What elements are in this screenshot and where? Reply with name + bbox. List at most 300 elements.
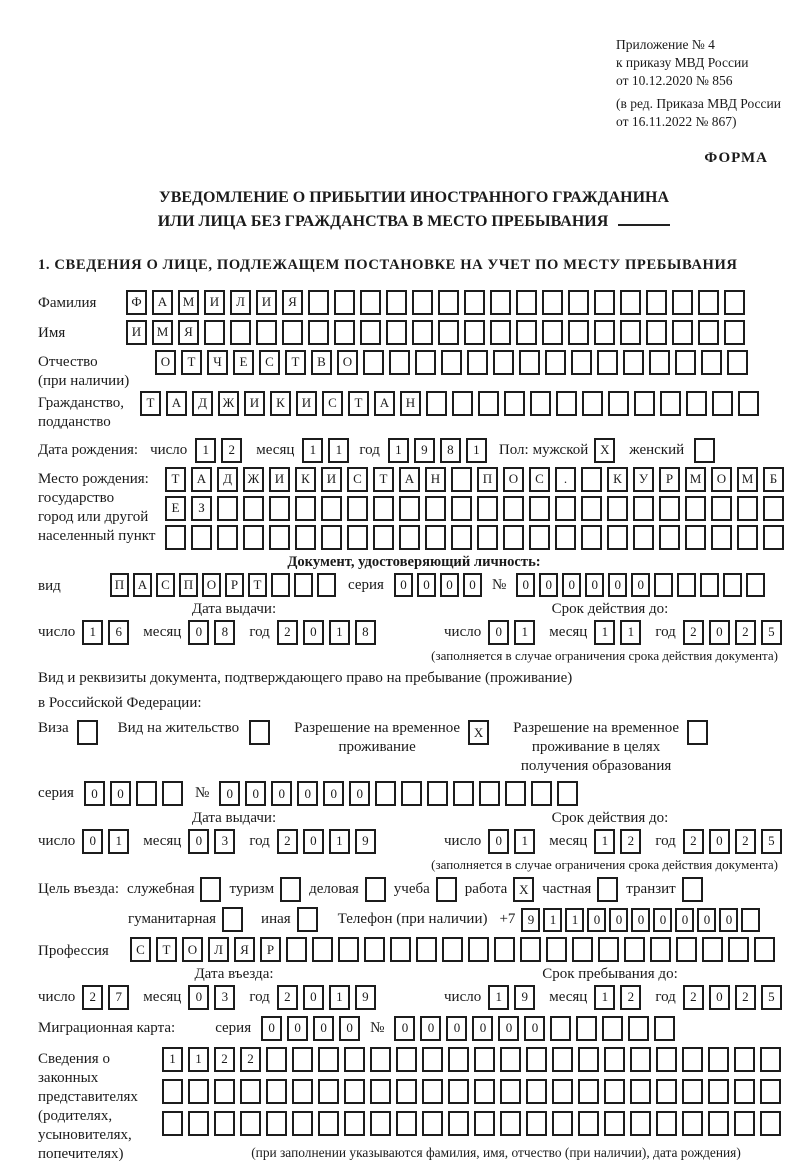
char-cell[interactable] xyxy=(519,350,540,375)
entry-day-cells[interactable] xyxy=(82,985,129,1010)
char-cell[interactable] xyxy=(249,720,270,745)
char-cell[interactable]: 5 xyxy=(761,620,782,645)
char-cell[interactable] xyxy=(373,496,394,521)
char-cell[interactable]: 3 xyxy=(214,985,235,1010)
char-cell[interactable] xyxy=(545,350,566,375)
char-cell[interactable] xyxy=(292,1079,313,1104)
char-cell[interactable] xyxy=(416,937,437,962)
char-cell[interactable] xyxy=(308,290,329,315)
char-cell[interactable]: 2 xyxy=(277,829,298,854)
char-cell[interactable] xyxy=(555,525,576,550)
char-cell[interactable] xyxy=(500,1047,521,1072)
char-cell[interactable]: 0 xyxy=(82,829,103,854)
char-cell[interactable]: Т xyxy=(181,350,202,375)
char-cell[interactable] xyxy=(604,1111,625,1136)
char-cell[interactable] xyxy=(370,1111,391,1136)
char-cell[interactable] xyxy=(468,937,489,962)
char-cell[interactable]: 5 xyxy=(761,985,782,1010)
char-cell[interactable] xyxy=(694,438,715,463)
char-cell[interactable] xyxy=(77,720,98,745)
char-cell[interactable] xyxy=(295,496,316,521)
char-cell[interactable]: 1 xyxy=(594,829,615,854)
char-cell[interactable]: 0 xyxy=(719,908,738,932)
char-cell[interactable]: 0 xyxy=(609,908,628,932)
char-cell[interactable]: 0 xyxy=(339,1016,360,1041)
char-cell[interactable]: 1 xyxy=(162,1047,183,1072)
doc-number-cells[interactable] xyxy=(516,573,765,597)
char-cell[interactable] xyxy=(594,320,615,345)
purpose-transit-checkbox[interactable] xyxy=(682,877,703,902)
char-cell[interactable] xyxy=(760,1079,781,1104)
char-cell[interactable]: 0 xyxy=(84,781,105,806)
char-cell[interactable]: 0 xyxy=(631,573,650,597)
char-cell[interactable] xyxy=(422,1079,443,1104)
char-cell[interactable] xyxy=(550,1016,571,1041)
char-cell[interactable]: М xyxy=(737,467,758,492)
permit-issue-day-cells[interactable] xyxy=(82,829,129,854)
char-cell[interactable]: Т xyxy=(156,937,177,962)
char-cell[interactable] xyxy=(608,391,629,416)
char-cell[interactable]: Ф xyxy=(126,290,147,315)
birth-place-row1-cells[interactable] xyxy=(165,467,790,492)
char-cell[interactable] xyxy=(240,1111,261,1136)
char-cell[interactable] xyxy=(308,320,329,345)
char-cell[interactable] xyxy=(708,1111,729,1136)
char-cell[interactable] xyxy=(659,496,680,521)
char-cell[interactable] xyxy=(399,496,420,521)
char-cell[interactable] xyxy=(217,496,238,521)
char-cell[interactable]: С xyxy=(259,350,280,375)
char-cell[interactable] xyxy=(389,350,410,375)
char-cell[interactable]: К xyxy=(295,467,316,492)
char-cell[interactable]: 1 xyxy=(108,829,129,854)
char-cell[interactable] xyxy=(266,1047,287,1072)
char-cell[interactable] xyxy=(630,1111,651,1136)
char-cell[interactable]: С xyxy=(156,573,175,597)
char-cell[interactable]: Е xyxy=(165,496,186,521)
sex-female-checkbox[interactable] xyxy=(694,438,715,463)
char-cell[interactable] xyxy=(243,496,264,521)
char-cell[interactable] xyxy=(526,1079,547,1104)
char-cell[interactable] xyxy=(650,937,671,962)
char-cell[interactable] xyxy=(500,1079,521,1104)
char-cell[interactable]: 0 xyxy=(516,573,535,597)
char-cell[interactable] xyxy=(474,1079,495,1104)
char-cell[interactable] xyxy=(630,1079,651,1104)
char-cell[interactable] xyxy=(360,320,381,345)
char-cell[interactable]: А xyxy=(191,467,212,492)
char-cell[interactable]: С xyxy=(322,391,343,416)
char-cell[interactable] xyxy=(660,391,681,416)
char-cell[interactable] xyxy=(724,290,745,315)
char-cell[interactable] xyxy=(191,525,212,550)
char-cell[interactable] xyxy=(286,937,307,962)
char-cell[interactable]: У xyxy=(633,467,654,492)
birth-year-cells[interactable] xyxy=(388,438,487,463)
char-cell[interactable]: 3 xyxy=(214,829,235,854)
char-cell[interactable] xyxy=(516,290,537,315)
char-cell[interactable] xyxy=(741,908,760,932)
char-cell[interactable] xyxy=(685,525,706,550)
char-cell[interactable] xyxy=(516,320,537,345)
char-cell[interactable] xyxy=(582,391,603,416)
char-cell[interactable] xyxy=(452,391,473,416)
char-cell[interactable]: А xyxy=(133,573,152,597)
char-cell[interactable] xyxy=(737,525,758,550)
permit-valid-year-cells[interactable] xyxy=(683,829,782,854)
representatives-row1-cells[interactable] xyxy=(162,1047,790,1072)
char-cell[interactable]: 0 xyxy=(587,908,606,932)
char-cell[interactable] xyxy=(490,290,511,315)
char-cell[interactable]: 1 xyxy=(594,985,615,1010)
purpose-tourism-checkbox[interactable] xyxy=(280,877,301,902)
char-cell[interactable] xyxy=(271,573,290,597)
char-cell[interactable] xyxy=(412,320,433,345)
char-cell[interactable] xyxy=(571,350,592,375)
char-cell[interactable]: 5 xyxy=(761,829,782,854)
char-cell[interactable] xyxy=(477,525,498,550)
citizenship-cells[interactable] xyxy=(140,391,759,416)
char-cell[interactable] xyxy=(222,907,243,932)
char-cell[interactable]: 2 xyxy=(214,1047,235,1072)
char-cell[interactable] xyxy=(318,1047,339,1072)
char-cell[interactable] xyxy=(318,1079,339,1104)
char-cell[interactable]: И xyxy=(296,391,317,416)
char-cell[interactable]: 2 xyxy=(735,829,756,854)
char-cell[interactable]: О xyxy=(503,467,524,492)
identity-valid-day-cells[interactable] xyxy=(488,620,535,645)
char-cell[interactable] xyxy=(712,391,733,416)
char-cell[interactable] xyxy=(373,525,394,550)
identity-valid-year-cells[interactable] xyxy=(683,620,782,645)
char-cell[interactable] xyxy=(240,1079,261,1104)
char-cell[interactable]: Ж xyxy=(243,467,264,492)
char-cell[interactable] xyxy=(386,320,407,345)
char-cell[interactable]: 2 xyxy=(683,620,704,645)
char-cell[interactable] xyxy=(464,320,485,345)
char-cell[interactable] xyxy=(529,525,550,550)
blank-underline[interactable] xyxy=(618,210,670,226)
char-cell[interactable] xyxy=(474,1111,495,1136)
char-cell[interactable]: 1 xyxy=(594,620,615,645)
char-cell[interactable]: 0 xyxy=(697,908,716,932)
char-cell[interactable] xyxy=(399,525,420,550)
char-cell[interactable]: 0 xyxy=(488,620,509,645)
char-cell[interactable]: 2 xyxy=(277,985,298,1010)
birth-month-cells[interactable] xyxy=(302,438,349,463)
char-cell[interactable]: А xyxy=(374,391,395,416)
char-cell[interactable]: А xyxy=(152,290,173,315)
char-cell[interactable] xyxy=(422,1111,443,1136)
char-cell[interactable]: 0 xyxy=(271,781,292,806)
char-cell[interactable] xyxy=(370,1079,391,1104)
char-cell[interactable] xyxy=(334,290,355,315)
char-cell[interactable]: 1 xyxy=(620,620,641,645)
char-cell[interactable] xyxy=(557,781,578,806)
char-cell[interactable]: 0 xyxy=(303,620,324,645)
char-cell[interactable]: 0 xyxy=(420,1016,441,1041)
char-cell[interactable]: П xyxy=(179,573,198,597)
char-cell[interactable] xyxy=(628,1016,649,1041)
char-cell[interactable]: 9 xyxy=(521,908,540,932)
char-cell[interactable]: 1 xyxy=(388,438,409,463)
char-cell[interactable] xyxy=(214,1111,235,1136)
char-cell[interactable] xyxy=(568,290,589,315)
char-cell[interactable] xyxy=(347,496,368,521)
char-cell[interactable]: 1 xyxy=(565,908,584,932)
char-cell[interactable]: 0 xyxy=(219,781,240,806)
char-cell[interactable]: Р xyxy=(659,467,680,492)
char-cell[interactable] xyxy=(364,937,385,962)
char-cell[interactable] xyxy=(646,290,667,315)
char-cell[interactable] xyxy=(214,1079,235,1104)
char-cell[interactable]: Я xyxy=(178,320,199,345)
char-cell[interactable]: О xyxy=(155,350,176,375)
char-cell[interactable] xyxy=(672,290,693,315)
char-cell[interactable]: Б xyxy=(763,467,784,492)
char-cell[interactable] xyxy=(441,350,462,375)
char-cell[interactable]: М xyxy=(152,320,173,345)
entry-month-cells[interactable] xyxy=(188,985,235,1010)
char-cell[interactable]: Т xyxy=(348,391,369,416)
char-cell[interactable] xyxy=(401,781,422,806)
char-cell[interactable]: 0 xyxy=(188,985,209,1010)
char-cell[interactable]: 1 xyxy=(329,829,350,854)
char-cell[interactable] xyxy=(321,525,342,550)
char-cell[interactable] xyxy=(464,290,485,315)
char-cell[interactable] xyxy=(597,877,618,902)
char-cell[interactable]: 1 xyxy=(302,438,323,463)
char-cell[interactable]: 1 xyxy=(514,829,535,854)
char-cell[interactable]: . xyxy=(555,467,576,492)
char-cell[interactable] xyxy=(700,573,719,597)
char-cell[interactable]: 0 xyxy=(394,573,413,597)
char-cell[interactable] xyxy=(734,1047,755,1072)
purpose-work-checkbox[interactable] xyxy=(513,877,534,902)
char-cell[interactable] xyxy=(602,1016,623,1041)
profession-cells[interactable] xyxy=(130,937,775,962)
char-cell[interactable]: Т xyxy=(140,391,161,416)
char-cell[interactable] xyxy=(659,525,680,550)
purpose-study-checkbox[interactable] xyxy=(436,877,457,902)
char-cell[interactable] xyxy=(685,496,706,521)
char-cell[interactable] xyxy=(282,320,303,345)
char-cell[interactable] xyxy=(682,1047,703,1072)
char-cell[interactable] xyxy=(297,907,318,932)
visa-checkbox[interactable] xyxy=(77,720,98,745)
char-cell[interactable] xyxy=(555,496,576,521)
char-cell[interactable] xyxy=(598,937,619,962)
char-cell[interactable] xyxy=(620,290,641,315)
char-cell[interactable]: И xyxy=(244,391,265,416)
char-cell[interactable] xyxy=(607,496,628,521)
char-cell[interactable]: 0 xyxy=(287,1016,308,1041)
char-cell[interactable]: 0 xyxy=(323,781,344,806)
char-cell[interactable]: В xyxy=(311,350,332,375)
birth-place-row2-cells[interactable] xyxy=(165,496,790,521)
char-cell[interactable] xyxy=(188,1111,209,1136)
char-cell[interactable] xyxy=(344,1047,365,1072)
char-cell[interactable] xyxy=(656,1079,677,1104)
char-cell[interactable] xyxy=(448,1111,469,1136)
char-cell[interactable] xyxy=(493,350,514,375)
char-cell[interactable] xyxy=(295,525,316,550)
char-cell[interactable]: 2 xyxy=(620,829,641,854)
char-cell[interactable] xyxy=(526,1111,547,1136)
char-cell[interactable]: О xyxy=(337,350,358,375)
char-cell[interactable] xyxy=(425,525,446,550)
char-cell[interactable]: 8 xyxy=(440,438,461,463)
char-cell[interactable] xyxy=(427,781,448,806)
char-cell[interactable] xyxy=(294,573,313,597)
char-cell[interactable] xyxy=(426,391,447,416)
char-cell[interactable]: 1 xyxy=(188,1047,209,1072)
char-cell[interactable]: С xyxy=(529,467,550,492)
char-cell[interactable]: 0 xyxy=(313,1016,334,1041)
stay-day-cells[interactable] xyxy=(488,985,535,1010)
char-cell[interactable]: 0 xyxy=(498,1016,519,1041)
char-cell[interactable]: Т xyxy=(248,573,267,597)
char-cell[interactable] xyxy=(728,937,749,962)
char-cell[interactable] xyxy=(711,525,732,550)
char-cell[interactable]: 0 xyxy=(539,573,558,597)
char-cell[interactable] xyxy=(292,1047,313,1072)
purpose-other-checkbox[interactable] xyxy=(297,907,318,932)
char-cell[interactable] xyxy=(312,937,333,962)
char-cell[interactable] xyxy=(633,496,654,521)
char-cell[interactable] xyxy=(415,350,436,375)
char-cell[interactable] xyxy=(448,1047,469,1072)
char-cell[interactable]: Е xyxy=(233,350,254,375)
char-cell[interactable] xyxy=(375,781,396,806)
char-cell[interactable]: С xyxy=(130,937,151,962)
char-cell[interactable]: 1 xyxy=(488,985,509,1010)
char-cell[interactable] xyxy=(607,525,628,550)
char-cell[interactable] xyxy=(708,1047,729,1072)
char-cell[interactable] xyxy=(763,496,784,521)
char-cell[interactable] xyxy=(344,1079,365,1104)
char-cell[interactable] xyxy=(318,1111,339,1136)
char-cell[interactable] xyxy=(412,290,433,315)
char-cell[interactable] xyxy=(266,1079,287,1104)
patronymic-cells[interactable] xyxy=(155,350,748,375)
char-cell[interactable] xyxy=(654,573,673,597)
char-cell[interactable] xyxy=(620,320,641,345)
char-cell[interactable] xyxy=(479,781,500,806)
permit-issue-year-cells[interactable] xyxy=(277,829,376,854)
char-cell[interactable] xyxy=(474,1047,495,1072)
char-cell[interactable] xyxy=(438,320,459,345)
char-cell[interactable] xyxy=(542,290,563,315)
char-cell[interactable] xyxy=(701,350,722,375)
char-cell[interactable]: О xyxy=(182,937,203,962)
char-cell[interactable]: 0 xyxy=(394,1016,415,1041)
char-cell[interactable]: И xyxy=(204,290,225,315)
char-cell[interactable] xyxy=(162,781,183,806)
char-cell[interactable]: И xyxy=(321,467,342,492)
char-cell[interactable] xyxy=(702,937,723,962)
char-cell[interactable] xyxy=(217,525,238,550)
char-cell[interactable] xyxy=(344,1111,365,1136)
char-cell[interactable] xyxy=(581,525,602,550)
char-cell[interactable] xyxy=(708,1079,729,1104)
char-cell[interactable]: З xyxy=(191,496,212,521)
char-cell[interactable] xyxy=(672,320,693,345)
char-cell[interactable] xyxy=(453,781,474,806)
char-cell[interactable] xyxy=(438,290,459,315)
char-cell[interactable]: 2 xyxy=(683,985,704,1010)
char-cell[interactable]: 0 xyxy=(297,781,318,806)
char-cell[interactable] xyxy=(760,1111,781,1136)
representatives-row2-cells[interactable] xyxy=(162,1079,790,1104)
char-cell[interactable]: X xyxy=(513,877,534,902)
char-cell[interactable] xyxy=(529,496,550,521)
char-cell[interactable] xyxy=(675,350,696,375)
char-cell[interactable]: 2 xyxy=(277,620,298,645)
char-cell[interactable] xyxy=(526,1047,547,1072)
char-cell[interactable]: П xyxy=(110,573,129,597)
char-cell[interactable] xyxy=(656,1047,677,1072)
char-cell[interactable]: 2 xyxy=(82,985,103,1010)
char-cell[interactable] xyxy=(396,1047,417,1072)
char-cell[interactable]: 8 xyxy=(355,620,376,645)
char-cell[interactable] xyxy=(266,1111,287,1136)
char-cell[interactable] xyxy=(682,1079,703,1104)
char-cell[interactable]: М xyxy=(178,290,199,315)
char-cell[interactable]: 2 xyxy=(240,1047,261,1072)
char-cell[interactable] xyxy=(531,781,552,806)
char-cell[interactable]: 0 xyxy=(524,1016,545,1041)
char-cell[interactable] xyxy=(347,525,368,550)
char-cell[interactable] xyxy=(422,1047,443,1072)
sex-male-checkbox[interactable] xyxy=(594,438,615,463)
char-cell[interactable] xyxy=(633,525,654,550)
char-cell[interactable]: Т xyxy=(285,350,306,375)
char-cell[interactable] xyxy=(256,320,277,345)
char-cell[interactable] xyxy=(724,320,745,345)
char-cell[interactable] xyxy=(649,350,670,375)
char-cell[interactable] xyxy=(396,1079,417,1104)
char-cell[interactable]: 1 xyxy=(514,620,535,645)
char-cell[interactable]: 1 xyxy=(195,438,216,463)
char-cell[interactable] xyxy=(505,781,526,806)
char-cell[interactable]: 0 xyxy=(709,829,730,854)
char-cell[interactable]: И xyxy=(269,467,290,492)
char-cell[interactable]: С xyxy=(347,467,368,492)
birth-place-row3-cells[interactable] xyxy=(165,525,790,550)
char-cell[interactable] xyxy=(552,1111,573,1136)
identity-valid-month-cells[interactable] xyxy=(594,620,641,645)
doc-series-cells[interactable] xyxy=(394,573,482,597)
char-cell[interactable]: 0 xyxy=(653,908,672,932)
char-cell[interactable]: К xyxy=(270,391,291,416)
char-cell[interactable]: 1 xyxy=(82,620,103,645)
char-cell[interactable] xyxy=(390,937,411,962)
birth-day-cells[interactable] xyxy=(195,438,242,463)
char-cell[interactable] xyxy=(737,496,758,521)
char-cell[interactable] xyxy=(556,391,577,416)
char-cell[interactable] xyxy=(623,350,644,375)
char-cell[interactable]: 0 xyxy=(303,829,324,854)
char-cell[interactable]: 9 xyxy=(414,438,435,463)
char-cell[interactable]: Д xyxy=(192,391,213,416)
char-cell[interactable]: О xyxy=(202,573,221,597)
char-cell[interactable]: 8 xyxy=(214,620,235,645)
char-cell[interactable]: Т xyxy=(373,467,394,492)
permit-valid-day-cells[interactable] xyxy=(488,829,535,854)
stay-year-cells[interactable] xyxy=(683,985,782,1010)
char-cell[interactable] xyxy=(230,320,251,345)
